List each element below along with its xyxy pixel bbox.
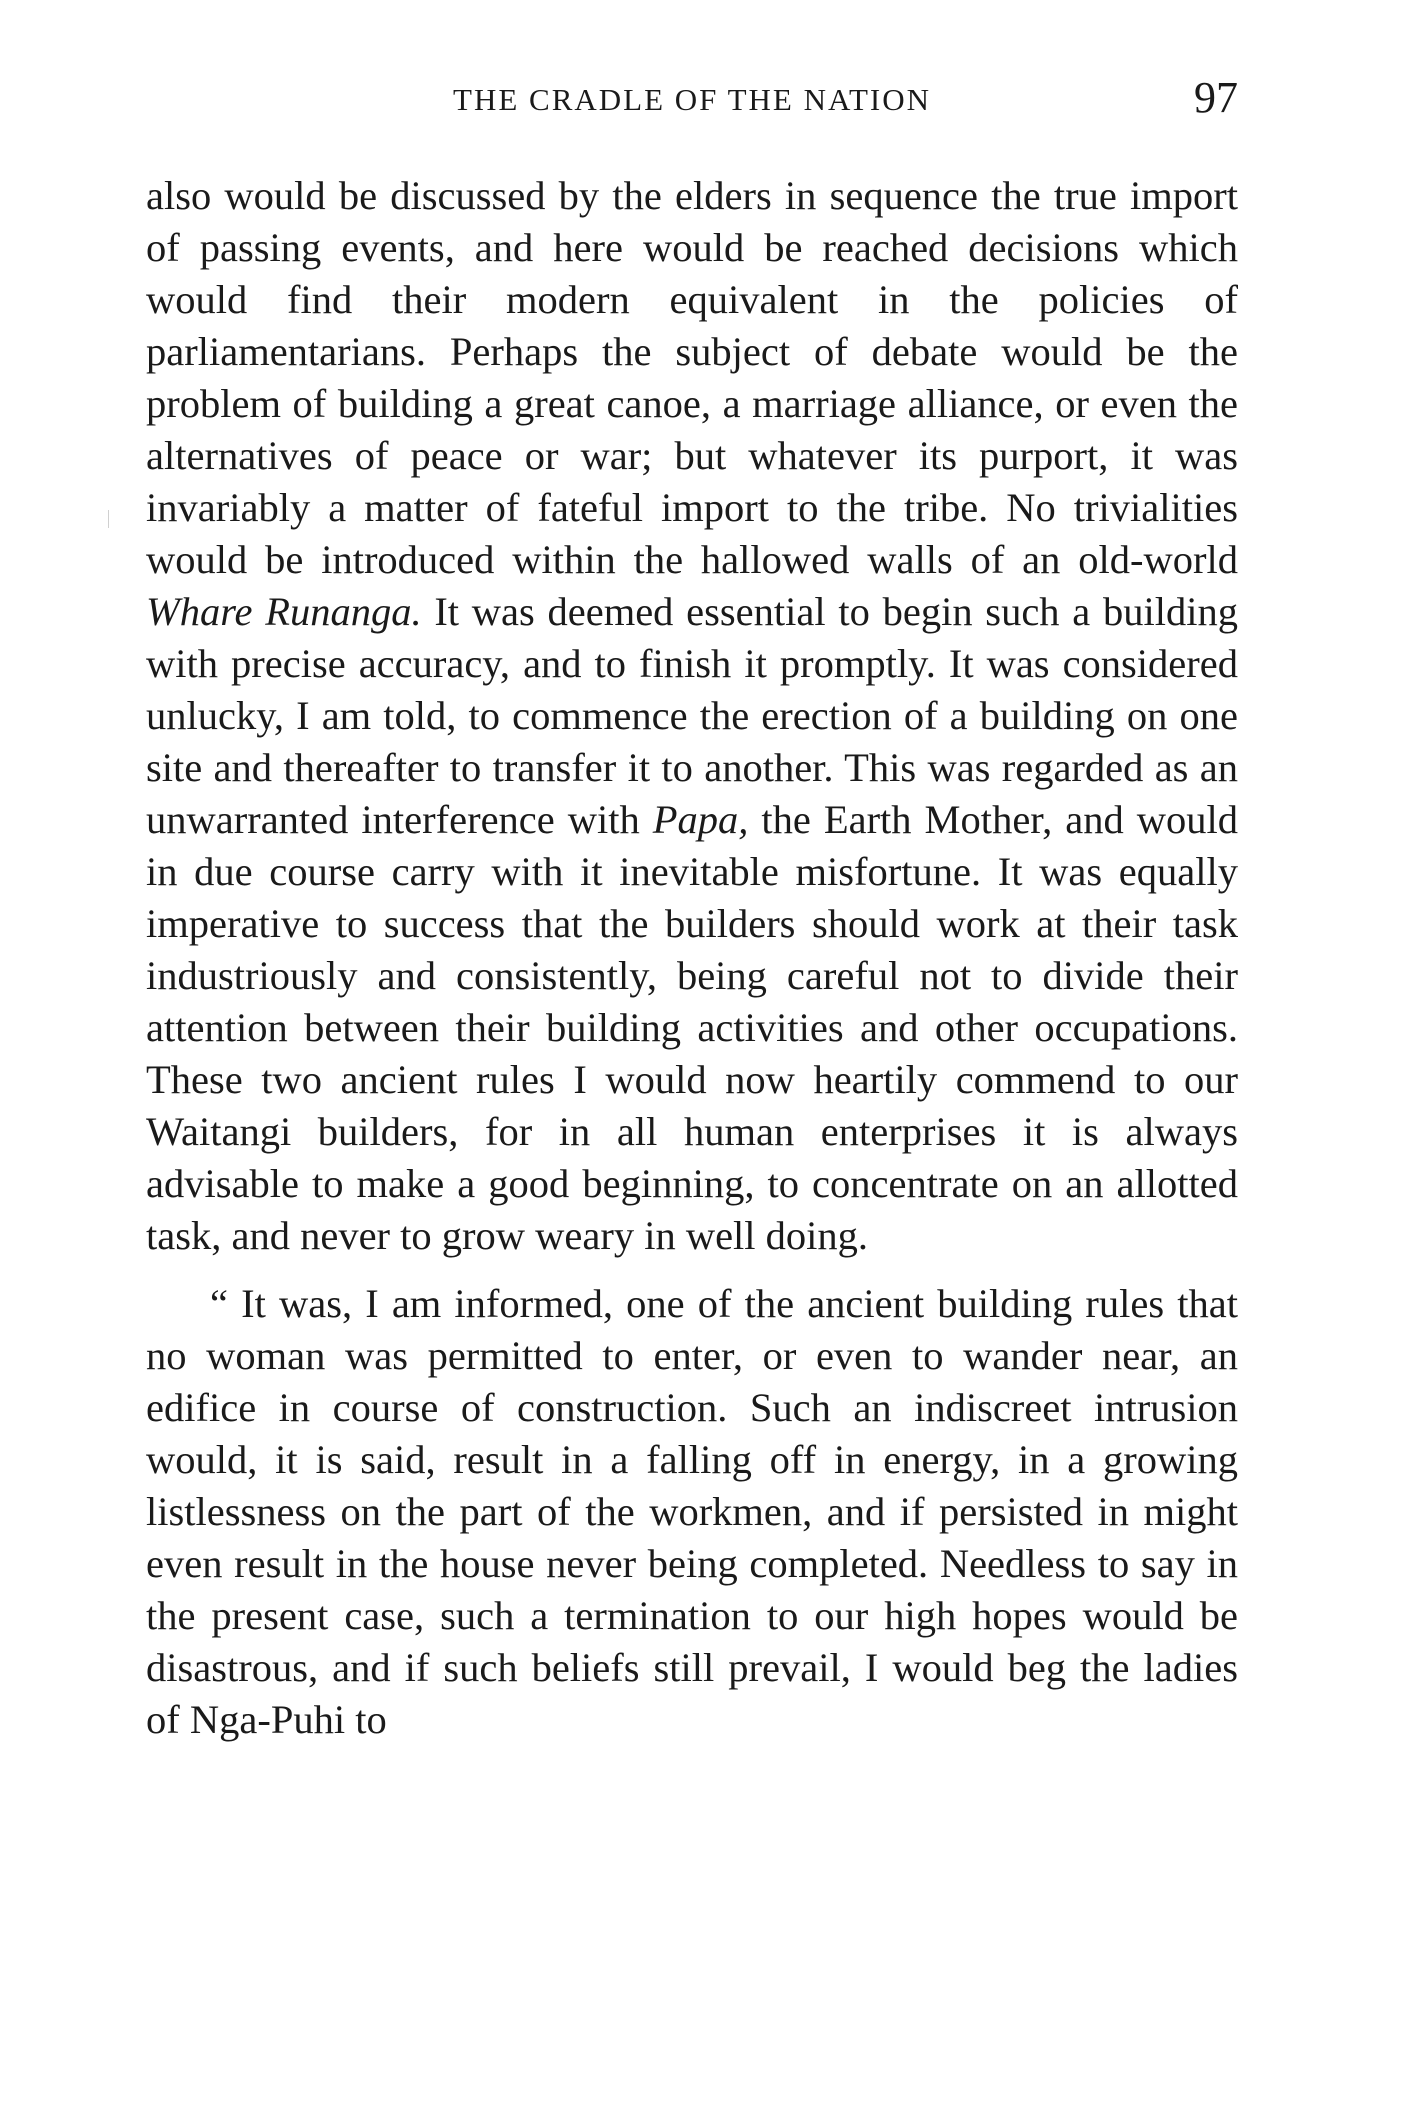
body-text (146, 170, 1238, 1746)
paragraph-1-text-c: It was deemed essential to begin such a building with precise accuracy, and to finish it promptly. It was considered unlucky, I am told, to commence the erection of a building on one site and thereafter to transfer it to another. This was regarded as an unwarranted interference with (146, 589, 1238, 842)
running-head (146, 72, 1238, 132)
term-whare-runanga: Whare Runanga. (146, 589, 422, 634)
paragraph-1-text-e: the Earth Mother, and would in due course carry with it inevitable misfortune. It was equally imperative to success that the builders should work at their task industriously and consistently, being careful not to divide their attention between their building activities and other occupations. These two ancient rules I would now heartily commend to our Waitangi builders, for in all human enterprises it is always advisable to make a good beginning, to concentrate on an allotted task, and never to grow weary in well doing. (146, 797, 1239, 1258)
term-papa: Papa, (652, 797, 749, 842)
paragraph-1 (146, 170, 1238, 1262)
running-title: THE CRADLE OF THE NATION (453, 82, 931, 117)
paragraph-1-text-a: also would be discussed by the elders in sequence the true import of passing events, and here would be reached decisions which would find their modern equivalent in the policies of parliamentarians. Perhaps the subject of debate would be the problem of building a great canoe, a marriage alliance, or even the alternatives of peace or war; but whatever its purport, it was invariably a matter of fateful import to the tribe. No trivialities would be introduced within the hallowed walls of an old-world (146, 173, 1238, 582)
page-number: 97 (1194, 73, 1238, 122)
paragraph-2: “ It was, I am informed, one of the ancient building rules that no woman was permitted to enter, or even to wander near, an edifice in course of construction. Such an indiscreet intrusion would, it is said, result in a falling off in energy, in a growing listlessness on the part of the workmen, and if persisted in might even result in the house never being completed. Needless to say in the present case, such a termination to our high hopes would be disastrous, and if such beliefs still prevail, I would beg the ladies of Nga-Puhi to (146, 1281, 1238, 1742)
margin-mark (108, 510, 109, 528)
